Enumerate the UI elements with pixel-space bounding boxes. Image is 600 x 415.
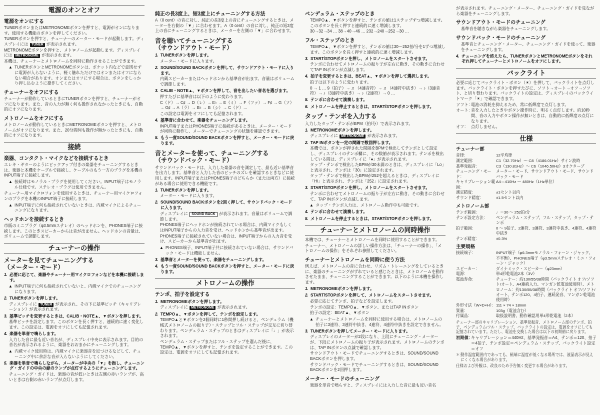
- step-number: 1.: [4, 272, 8, 277]
- heading: 楽器、コンタクト・マイクなどを接続するとき: [4, 155, 109, 162]
- note: [4, 65, 145, 86]
- step-text: START/STOPボタンを押し、メトロノームをスタートさせます。: [310, 185, 430, 191]
- value: A4＝410Hz 〜 480Hz（1Hz単位）: [495, 179, 557, 185]
- heading: ヘッドホンを接続するとき: [4, 216, 64, 223]
- note: [4, 203, 145, 214]
- step-number: 2.: [154, 200, 158, 205]
- paragraph: サウンドバック・モードは、入力した楽器の音を測定して、最も近い基準音を出力します。基準音と入力した音のピッチのズレを確認するときなどに使用します。INPUT端子またはPHONES端子のどちらか（または両方）に接続がある場合に使用できる機能です。: [154, 165, 295, 186]
- step-number: 4.: [154, 264, 158, 269]
- paragraph: 拍子は以下のように変わります。: [310, 79, 372, 85]
- value: ±1.5セント以内: [495, 195, 523, 201]
- label: オート：: [455, 108, 472, 113]
- step-text: 必要に応じて、楽器やチューナー用マイクロフォンなどを本機に接続します。: [9, 272, 145, 283]
- paragraph: メーター・モードに入ります。: [159, 193, 217, 199]
- label: テンポ精度：: [455, 236, 479, 241]
- note-text: INPUT端子に何も接続されていないと、内蔵マイクでのチューニングになります。: [14, 284, 142, 294]
- note: [155, 246, 296, 257]
- paragraph: A（0 cent）の音に対し、純正の長3度上の音にチューニングするときは、メーターを右側の「▼」に合わせます。A（0 cent）の音に対し、純正の短3度上の音にチューニングするときは、メーターを左側の「▼」に合わせます。: [154, 18, 294, 34]
- step-item: [305, 56, 446, 61]
- paragraph: 内蔵スピーカーまたはヘッドホンから基準音が出ます。音量はボリュームで調節します。: [159, 76, 294, 87]
- step-text: TUNERボタンを押してメーター・モードに入ります。: [310, 328, 411, 334]
- value: メーター・モード、サウンドアウト・モード、サウンドバック・モード: [495, 169, 593, 179]
- paragraph: ペンデュラム・ステップまたはフル・ステップを選んだ後に、TEMPO▲、▼ボタンを押すと、テンポを設定することができます。この設定は、電源をオフにしても記憶されます。: [159, 339, 293, 355]
- warning-triangle-icon: ▲: [8, 284, 13, 289]
- paragraph: 市販のミニプラグ（φ3.5mmステレオ）のヘッドホンを、PHONES端子に接続します。このときスピーカーからは音が出ません。ヘッドホンの音量は、ボリュームで調節します。: [4, 223, 143, 239]
- value: C1（32.70Hz）〜 C8（4186.01Hz）サイン波時: [495, 158, 580, 163]
- step-number: 3.: [4, 313, 8, 319]
- spec-row: [456, 226, 597, 236]
- step-text: TEMPO▲、▼ボタンを押して、テンポを設定します。: [160, 311, 260, 317]
- label: 音律：: [455, 153, 468, 158]
- paragraph: チューナー、メトロノームの詳しい操作方法は、「チューナーの操作」、「メトロノームの操作」をそれぞれ参照してください。: [305, 243, 442, 254]
- label: 測定範囲：: [455, 158, 476, 163]
- step-number: 1.: [154, 187, 158, 193]
- label: オフ：: [455, 124, 468, 130]
- step-number: 3.: [154, 257, 158, 262]
- warning-triangle-icon: ▲: [8, 179, 13, 184]
- label: ソフト：: [455, 102, 472, 107]
- step-item: [305, 216, 446, 221]
- step-item: [456, 54, 597, 65]
- footnote-text: 動作温度範囲内であっても、極端に温度が低くなる場所では、液晶表示が見えにくくなる場合があります。: [460, 352, 593, 363]
- heading: 純正の長3度上、短3度上にチューニングする方法: [154, 11, 265, 17]
- column-backlight-specs: [456, 5, 597, 410]
- step-text: TUNERボタンを押します。: [160, 53, 211, 58]
- step-text: 基準音とメーターを使って、楽器をチューニングします。: [160, 257, 266, 262]
- label: 初期値：: [455, 335, 472, 341]
- paragraph: TEMPO▲と▼ボタンを2個同時に1秒間押し続けると、ペンデュラム（機械式メトロノームの振り子）・ステップとフル・ステップが交互に切り替わります。ペンデュラム・ステップのときはディスプレイに「♩」が表示されます。: [159, 317, 294, 339]
- step-text: テンポに合わせて演奏します。: [310, 209, 368, 215]
- step-number: 4.: [154, 117, 158, 123]
- subheading: チューナー部: [455, 146, 484, 152]
- note-text: チューナーとメトロノームを同時に使用する場合は、メトロノームの拍子に3連符、3連符中抜き、4連符、4連符中抜きを設定できません。: [315, 317, 444, 327]
- note-text: PHONES端子、INPUT端子共に接続されていない場合は、サウンドバック・モードは機能しません。: [165, 245, 293, 256]
- note: [4, 349, 145, 360]
- step-text: TUNERボタンを押します。: [160, 187, 211, 193]
- step-text: メトロノームを停止するときは、START/STOPボタンを押します。: [310, 104, 434, 109]
- step-item: [155, 89, 296, 94]
- paragraph: テンポの設定：TEMPO▲、▼ボタン、またはTAP INボタン: [310, 304, 419, 310]
- display-badge-metronome: METRONOME: [190, 306, 214, 310]
- step-item: [305, 293, 446, 298]
- warning-triangle-icon: ▲: [8, 202, 13, 208]
- note-text: 内蔵マイク使用時は、内蔵マイクに楽器音を近づけるなどして、チューニング中に余計な音が入らないようにしてください。: [14, 349, 141, 359]
- step-item: [4, 314, 145, 319]
- section-header: メトロノームの操作: [155, 278, 296, 288]
- paragraph: エレキ・ギターのようにピックアップ付きの楽器をチューニングするときは、楽器と本機をケーブルで接続し、ケーブルのもう一方のプラグを本機のINPUT端子に接続します。: [4, 162, 143, 178]
- step-item: [305, 210, 446, 215]
- heading: 電源をオンにする: [4, 18, 44, 25]
- paragraph: 30→32→34 … 38→40→46 … 232→240→252→30 …: [310, 29, 409, 34]
- value: 取扱説明書、動作確認用単4形乾電池（2本）: [495, 313, 575, 319]
- step-number: 2.: [4, 296, 8, 301]
- heading: サウンドバック・モードのチューニング: [455, 35, 545, 41]
- step-item: [155, 200, 296, 211]
- section-header: チューナーの操作: [4, 243, 145, 253]
- paragraph: METRONOMEボタンを押すと、メトロノームが起動します。ディスプレイには METRONOME が表示されます。: [4, 47, 141, 58]
- paragraph: 本機では、ボタンが押された間隔をBPMで検出してテンポとして設定し、ディスプレイのテンポ欄に、その数値が表示されます。テンポを検出している間は、ディスプレイに「●」が表示されます。: [310, 146, 444, 162]
- paragraph: チューナー用マイクロフォンを使用するときは、チューナー用マイクロフォンのプラグを本機のINPUT端子に接続します。: [4, 191, 143, 201]
- step-item: [305, 329, 446, 334]
- paragraph: 本機は、チューナーとメトロノームを同時に動作させることができます。: [4, 58, 139, 64]
- step-text: 楽器を単音で鳴らしながら、メーターが中央の「▼」を指し、チューニング・ガイドの中央の緑のランプが点灯するようにチューニングします。: [9, 360, 145, 371]
- label: 質量：: [455, 308, 468, 313]
- step-item: [305, 98, 446, 103]
- paragraph: 楽器を単音で鳴らすと、ディスプレイには入力した音に最も近い音名: [310, 383, 437, 388]
- step-number: 5.: [305, 216, 309, 221]
- paragraph: 必要に応じてバックライト・ボタン（☀）を押して、バックライトを点灯します。バックライト・ボタンを押すたびに、ソフト→オート→オフ→ソフト、と切り替わります。バックライトの設定は、ディスプレイのバックライトマーク「☀」で確認できます。: [455, 80, 594, 101]
- spec-row: [456, 164, 597, 169]
- display-badge-sound-back: SOUND BACK: [191, 212, 215, 216]
- note-text: INPUT端子に何も接続されていないときは、内蔵マイクによるチューニングになります。: [14, 202, 142, 213]
- step-number: 4.: [4, 331, 8, 337]
- note: [4, 179, 145, 190]
- label: 電池寿命：: [455, 277, 476, 282]
- step-number: 4.: [455, 53, 459, 59]
- column-content: [456, 6, 597, 410]
- paragraph: テンポに合わせてメトロノームの振り子が左右に動き、その動きに合わせて、TAP INボタンが点滅します。: [310, 191, 445, 202]
- paragraph: メトロノームが動作しているときにMETRONOMEボタンを押すと、メトロノームがオフになります。また、20分間何も操作が無かったときにも、自動的にオフになります。: [4, 122, 144, 138]
- step-number: 5.: [154, 135, 158, 141]
- step-text: CALIB・NOTE▲、▼ボタンを押して、音を出したい音名を選びます。: [160, 88, 290, 94]
- fine-print: 仕様および外観は、改良のため予告無く変更する場合があります。: [455, 363, 570, 369]
- spec-row: [456, 236, 597, 241]
- step-number: 2.: [305, 293, 309, 298]
- paragraph: 基準音とチューニング・メーター、チューニング・ガイドを使って、楽器をチューニングします。: [460, 41, 595, 52]
- paragraph: テンポに合わせてメトロノームの振り子が左右に動き、その動きに合わせてTAP INボタンが点滅します。: [310, 62, 445, 73]
- step-number: 3.: [305, 328, 309, 334]
- display-badge-metronome: METRONOME: [341, 134, 365, 139]
- heading: サウンドアウト・モードのチューニング: [455, 20, 545, 26]
- paragraph: 入力したタップ・テンポがBPM（拍/分）で表示されます。: [305, 121, 413, 126]
- step-number: 3.: [154, 88, 158, 94]
- kv-row: [456, 102, 597, 107]
- heading-large: 音とメーターを使って、チューニングする （サウンドバック・モード）: [154, 149, 269, 165]
- column-power-connection-tuner: [4, 5, 145, 410]
- step-number: 6.: [305, 104, 309, 109]
- value: 0 〜 9拍子、2連符、3連符、3連符中抜き、4連符、4連符中抜き: [495, 225, 596, 236]
- step-item: [305, 140, 446, 145]
- spec-row: [456, 196, 597, 201]
- paragraph: チューナーが動作しているときにTUNERボタンを押すと、チューナーがオフになります。また、音の入力が無く何も操作されなかったときにも、自動的にオフになります。: [4, 96, 143, 112]
- label: テンポ範囲：: [455, 209, 479, 215]
- spec-row: [456, 169, 597, 179]
- column-soundout-soundback: [155, 5, 296, 410]
- heading-large: タップ・テンポを入力する: [305, 113, 377, 121]
- step-number: 5.: [4, 360, 8, 366]
- step-item: [155, 264, 296, 275]
- paragraph: チューニング・ガイドは、楽器の音が低いときは左側の赤いランプが、高いときは右側の赤いランプが点灯します。: [9, 372, 144, 382]
- warning-triangle-icon: ▲: [8, 65, 13, 70]
- step-text: 楽器を単音で鳴らします。: [9, 331, 59, 337]
- step-text: METRONOMEボタンを押します。: [310, 286, 375, 292]
- step-item: [155, 188, 296, 193]
- value: ±1セント以内: [495, 190, 520, 195]
- paragraph: 必要に応じてテンポ、拍子などを設定します。: [310, 299, 396, 304]
- step-item: [305, 74, 446, 79]
- step-text: 基準ピッチを変更するときは、CALIB・NOTE▲、▼ボタンを押します。: [9, 313, 144, 319]
- value: キャリブレーション＝440Hz、基準発振音＝A4、テンポ＝120、拍子＝4拍子、テンポ設定＝ペンデュラム・ステップ、バックライト設定＝オフ: [470, 335, 596, 351]
- step-item: [155, 312, 296, 317]
- step-number: 4.: [305, 74, 309, 79]
- paragraph: 基準ピッチを設定します。このボタンを長く押すと、連続的に速く変化します。この設定は、電源をオフにしても記憶されます。: [9, 319, 144, 330]
- value: 103g（電池含む）: [495, 308, 528, 313]
- paragraph: サウンドアウト・モードでチューニングするときは、SOUND/SOUND BACKボタンを押します。: [310, 351, 439, 362]
- step-item: [155, 299, 296, 304]
- step-number: 2.: [154, 65, 158, 71]
- paragraph: TUNERボタンを押すと、チューナーのメーター・モードが起動します。ディスプレイには TUNER が表示されます。: [4, 36, 145, 47]
- display-badge-tuner: TUNER: [40, 302, 53, 307]
- heading-large: メーターを見てチューニングする （メーター・モード）: [4, 256, 94, 272]
- column-content: [4, 5, 145, 410]
- step-number: 2.: [305, 140, 309, 145]
- label: 拍子範囲：: [455, 225, 476, 231]
- step-text: TUNERボタンを押します。: [9, 296, 61, 301]
- note-text: タップ・テンポ入力は、メトロノーム動作中も可能です。: [315, 203, 422, 208]
- spec-row: [456, 215, 597, 225]
- step-text: もう一度SOUND/SOUND BACKボタンを押すと、メーター・モードに戻ります。: [160, 135, 294, 146]
- step-item: [155, 66, 296, 77]
- step-number: 3.: [305, 56, 309, 61]
- paragraph: ディスプレイに METRONOME が表示されます。: [159, 305, 250, 310]
- display-badge-tuner: TUNER: [31, 42, 44, 47]
- value: 12平均律: [495, 153, 512, 158]
- note: [305, 203, 446, 208]
- paragraph: TEMPO▲、▼ボタンを押すと、テンポの値は1ステップずつ増減します。このボタンを長く押すと連続的に速く増減します。: [310, 18, 445, 28]
- fine-print: チューナー部のキャリブレーション、基準発振音、メトロノーム部のテンポ、拍子、ペンデュラム/フル・ステップ、バックライトの設定は、電源をオフにしても記憶されています。ただし、電池を交換した場合は以下の初期値に戻ります。: [455, 319, 593, 335]
- paragraph: この設定は電源をオフにしても記憶されます。: [159, 111, 246, 116]
- paragraph: ディスプレイに METRONOME が表示されます。: [310, 133, 400, 139]
- step-item: [4, 361, 145, 372]
- heading: ペンデュラム・ステップのとき: [305, 11, 375, 17]
- step-number: 1.: [305, 127, 309, 133]
- section-header: チューナーとメトロノームの同時操作: [305, 225, 446, 235]
- section-header: 電源のオンとオフ: [4, 5, 145, 15]
- label: 基準発振音：: [455, 163, 480, 169]
- step-number: 1.: [154, 53, 158, 58]
- spec-row: [456, 277, 597, 303]
- paragraph: PHONES端子にヘッドホンが接続されている場合は、内蔵マイクもしくはINPUT端子からの入力音を受け、ヘッドホンから基準音が出ます。: [159, 222, 292, 233]
- column-tempo-tap-simultaneous: [305, 5, 446, 410]
- spec-row: [456, 210, 597, 215]
- paragraph: 拍子の設定：BEAT▲、▼ボタン: [310, 310, 370, 316]
- label: 外形寸法（W×D×H）：: [455, 302, 496, 308]
- step-text: メトロノームを停止するときは、START/STOPボタンを押します。: [310, 216, 434, 221]
- step-number: 2.: [154, 311, 158, 317]
- note: [4, 284, 145, 295]
- kv-row: [456, 125, 597, 130]
- section-header: 仕様: [456, 133, 597, 143]
- paragraph: TEMPO▲、▼ボタンを押すと、テンポの値は30〜252拍/分を1ずつ増減します。このボタンを長く押すと連続的に速く増減します。: [310, 44, 446, 55]
- spec-row: [456, 303, 597, 308]
- heading: テンポ、拍子を設定する: [154, 292, 210, 298]
- note-text: 接続時はモノラル・プラグを使用してください。INPUT端子はモノラル仕様です。ステレオ・プラグは使用できません。: [14, 179, 142, 190]
- value: 電池の消耗を抑えるため、常に低輝度で点灯します。: [470, 102, 569, 107]
- heading: チューナーをオフにする: [4, 90, 59, 96]
- step-text: TAP INボタンを一定の間隔で数回押します。: [310, 140, 393, 145]
- spec-row: [456, 180, 597, 190]
- paragraph: メーター・モードに入ります。: [159, 58, 217, 64]
- paragraph: ディスプレイのメーターが2段になり、上段にチューニング・メーターが、下段にメトロノームの振り子が表示されます。メトロノームのテンポは、TAP INボタンの点滅で確認します。: [310, 334, 445, 350]
- step-number: 3.: [305, 185, 309, 191]
- note-text: TUNERボタンとMETRONOMEボタンは、ポケット内などで意図せずに電源が入らないように、軽く触れただけではオンまたはオフにならない場合があります。オンまたはオフにする場合は、ボタンをしっかり押し込むように操作してください。: [14, 65, 142, 86]
- heading: フル・ステップのとき: [305, 37, 355, 44]
- label: 測定精度：: [455, 190, 476, 195]
- warning-triangle-icon: ▲: [309, 317, 314, 322]
- paragraph: タップ・テンポで検出したBPMが252を超えるときは、ディスプレイに「Hi」と表示され、テンポは「252」に設定されます。: [310, 173, 440, 184]
- column-content: [155, 11, 296, 410]
- step-item: [155, 257, 296, 262]
- spec-row: [456, 158, 597, 163]
- paragraph: 0 → 1 … 9（拍子）→ ♬（4連音符）→ ♬（4連符中抜き）→ ♪（3連音符）→ ♪（3連符中抜き）→ ♪（2連符）→ 0 …: [310, 85, 441, 96]
- heading: メーター・モードのチューニング: [305, 376, 380, 383]
- spec-row: [456, 153, 597, 158]
- value: ♩＝30 〜 252拍/分: [495, 209, 530, 215]
- subheading: メトロノーム部: [455, 203, 489, 209]
- spec-row: [456, 251, 597, 266]
- value: 111 × 74 × 18mm: [495, 302, 526, 308]
- step-number: 1.: [154, 299, 158, 304]
- step-number: 1.: [305, 286, 309, 292]
- subheading: 主要規格: [455, 243, 475, 250]
- asterisk-mark: ＊: [455, 352, 460, 358]
- label: チューニング・モード：: [455, 169, 491, 179]
- value: 音を入力したときやボタン操作時に、明るく点灯します。約10秒間、音の入力やボタン操作が無いときは、自動的に低輝度の点灯になります。: [470, 108, 594, 124]
- heading: チューナーとメトロノームを同時に使う方法: [305, 257, 405, 264]
- column-content: [305, 11, 446, 410]
- label: 付属品：: [455, 313, 472, 319]
- paragraph: が表示されます。チューニング・メーター、チューニング・ガイドを見ながら楽器をチューニングします。: [455, 6, 594, 16]
- label: スピーカー：: [455, 266, 479, 271]
- step-number: 4.: [305, 209, 309, 215]
- paragraph: サウンドバック・モードでチューニングするときは、SOUND/SOUND BACKボタンを2回押します。: [310, 362, 439, 373]
- step-text: SOUND/SOUND BACKボタンを押して、サウンドアウト・モードに入ります。: [160, 65, 294, 76]
- value: INPUT端子（φ6.3mmモノラル・フォーン・ジャック、不平衡）、PHONES端子（φ3.5mmステレオ・ミニ・フォーン・ジャック）: [495, 250, 596, 266]
- paragraph: 基準音を聴きながら楽器をチューニングします。: [460, 26, 551, 32]
- step-item: [305, 104, 446, 109]
- step-item: [305, 186, 446, 191]
- value: チューナー：約130/55/38時間（バックライト オフ/ソフト/オート、A4連続入力、マンガン乾電池使用時）、メトロノーム：約130/55/38時間（バックライト オフ/ソフト/オート、テンポ120、4拍子、連続発音、マンガン乾電池使用時）: [495, 277, 595, 303]
- paragraph: ディスプレイに SOUND BACK が表示されます。音量はボリュームで調節します。: [159, 211, 292, 222]
- value: ±0.3%: [495, 236, 507, 241]
- label: 接続端子：: [455, 250, 476, 256]
- paragraph: 押すたびに基準音は以下のように変わります。: [159, 94, 246, 99]
- step-item: [4, 272, 145, 283]
- value: ペンデュラム・ステップ、フル・ステップ、タップ・テンポ: [495, 215, 594, 225]
- paragraph: C（ド）→ C♯ → D（レ）→ E♭ → E（ミ）→ F（ファ）→ F♯ → G（ソ）→ G♯ → A（ラ）→ B♭ → B（シ）→ C（ド）…: [159, 100, 294, 111]
- step-text: METRONOMEボタンを押します。: [160, 299, 224, 304]
- kv-row: [456, 336, 597, 352]
- paragraph: INPUT端子またはPHONES端子に接続があるときは、メーター・モードが同時に動作し、メーターでチューニングの状態を確認できます。: [159, 123, 292, 134]
- step-item: [155, 53, 296, 58]
- step-item: [305, 128, 446, 133]
- display-badge-metronome: METRONOME: [15, 54, 39, 58]
- step-text: 拍子を変更するときは、BEAT▲、▼ボタンを押して選択します。: [310, 74, 432, 79]
- step-text: SOUND/SOUND BACKボタンを2回く押して、サウンドバック・モードに入ります。: [160, 200, 292, 211]
- label: 電源：: [455, 271, 468, 277]
- step-text: もう一度SOUND/SOUND BACKボタンを押すと、メーター・モードに戻ります。: [160, 264, 294, 274]
- step-item: [155, 118, 296, 123]
- step-item: [4, 332, 145, 337]
- warning-triangle-icon: ▲: [8, 349, 13, 354]
- step-text: テンポに合わせて演奏します。: [310, 97, 368, 103]
- paragraph: TUNERボタンまたはMETRONOMEボタンを押すと、電源がオンになります。使用する機能のボタンを押してください。: [4, 25, 140, 36]
- footnote: [456, 353, 597, 363]
- value: 点灯しません。: [470, 124, 500, 130]
- step-text: START/STOPボタンを押して、メトロノームをスタートさせます。: [310, 293, 434, 298]
- kv-row: [456, 108, 597, 124]
- heading: メトロノームをオフにする: [4, 116, 64, 122]
- spec-row: [456, 314, 597, 319]
- paragraph: 本機では、チューナーとメトロノームを同時に使用することができます。: [305, 237, 440, 243]
- value: C3（130.81Hz）〜 C6（1046.50Hz）3オクターブ: [495, 163, 584, 169]
- step-text: チューニングを終えたら、TUNERボタンとMETRONOMEボタンをそれぞれ押してチューナーとメトロノームをオフにします。: [461, 53, 593, 64]
- heading-large: 音を聴いてチューニングする （サウンドアウト・モード）: [154, 37, 233, 52]
- step-item: [155, 136, 296, 147]
- step-item: [305, 287, 446, 292]
- paragraph: ディスプレイに TUNER が表示され、その下に基準ピッチ（キャリブレーション）が表示されます。: [9, 301, 142, 312]
- section-header: 接続: [4, 142, 145, 152]
- value: ダイナミック・スピーカー（φ23mm）: [495, 266, 564, 271]
- paragraph: タップ・テンポで検出したBPMが30未満のときは、ディスプレイに「Lo」と表示され、テンポは「30」に設定されます。: [310, 162, 444, 173]
- step-text: METRONOMEボタンを押します。: [310, 127, 375, 133]
- section-header: バックライト: [456, 68, 597, 78]
- step-text: 基準音に合わせて、楽器をチューニングします。: [160, 117, 250, 123]
- note: [305, 317, 446, 328]
- paragraph: 例えば、メトロノームの音に合わせ、リズム・トレーニングをしているときに、楽器のチューニングがずれていると感じたときは、メトロノームを動作させたまま、チューニングすることができます。以下のように本機を操作します。: [305, 264, 444, 285]
- warning-triangle-icon: ▲: [309, 203, 314, 208]
- label: キャリブレーション範囲：: [455, 179, 495, 190]
- paragraph: PHONES端子に接続されていない場合は、INPUT端子からの入力音を受け、スピーカーから基準音が出ます。: [159, 233, 292, 244]
- step-text: START/STOPボタンを押し、メトロノームをスタートさせます。: [310, 56, 430, 61]
- label: テンポ設定方法：: [455, 215, 487, 220]
- paragraph: 入力した音に最も近い音名が、ディスプレイ中央に表示されます。目的の音名が表示されるように、楽器をおおまかにチューニングします。: [9, 337, 144, 348]
- label: サウンド精度：: [455, 195, 484, 201]
- step-number: 5.: [305, 97, 309, 103]
- value: 単4形乾電池2本（3V）: [495, 271, 537, 277]
- warning-triangle-icon: ▲: [159, 245, 163, 251]
- step-item: [4, 296, 145, 301]
